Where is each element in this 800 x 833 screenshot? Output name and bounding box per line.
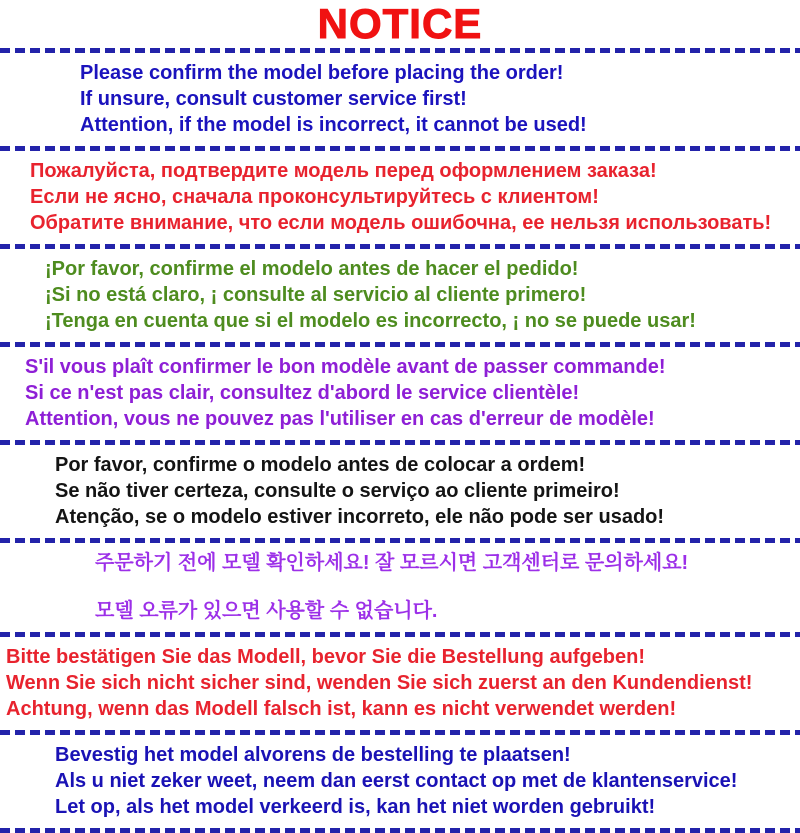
section-french [0,349,800,438]
section-english [0,55,800,144]
spanish-line-1: ¡Por favor, confirme el modelo antes de hacer el pedido! [45,258,579,280]
french-line-2: Si ce n'est pas clair, consultez d'abord le service clientèle! [25,382,580,404]
dutch-line-3: Let op, als het model verkeerd is, kan het niet worden gebruikt! [55,796,656,818]
german-line-1: Bitte bestätigen Sie das Modell, bevor Sie die Bestellung aufgeben! [6,646,646,668]
section-russian [0,153,800,242]
portuguese-line-3: Atenção, se o modelo estiver incorreto, ele não pode ser usado! [55,506,665,528]
french-line-1: S'il vous plaît confirmer le bon modèle avant de passer commande! [25,356,666,378]
russian-line-1: Пожалуйста, подтвердите модель перед оформлением заказа! [30,160,657,182]
english-line-2: If unsure, consult customer service first! [80,88,467,110]
section-korean [0,545,800,630]
dashed-separator [0,538,800,543]
dutch-line-2: Als u niet zeker weet, neem dan eerst contact op met de klantenservice! [55,770,738,792]
russian-line-3: Обратите внимание, что если модель ошибочна, ее нельзя использовать! [30,212,772,234]
german-line-3: Achtung, wenn das Modell falsch ist, kann es nicht verwendet werden! [6,698,677,720]
korean-line-1: 주문하기 전에 모델 확인하세요! 잘 모르시면 고객센터로 문의하세요! [95,552,689,574]
portuguese-line-2: Se não tiver certeza, consulte o serviço ao cliente primeiro! [55,480,620,502]
dashed-separator [0,244,800,249]
portuguese-line-1: Por favor, confirme o modelo antes de colocar a ordem! [55,454,586,476]
german-line-2: Wenn Sie sich nicht sicher sind, wenden Sie sich zuerst an den Kundendienst! [6,672,753,694]
notice-title: NOTICE [317,0,483,47]
spanish-line-2: ¡Si no está claro, ¡ consulte al servicio al cliente primero! [45,284,587,306]
notice-body [0,48,800,833]
korean-line-2: 모델 오류가 있으면 사용할 수 없습니다. [95,600,438,622]
english-line-1: Please confirm the model before placing the order! [80,62,564,84]
dashed-separator [0,342,800,347]
dashed-separator [0,632,800,637]
dashed-separator [0,48,800,53]
spanish-line-3: ¡Tenga en cuenta que si el modelo es incorrecto, ¡ no se puede usar! [45,310,696,332]
section-spanish [0,251,800,340]
dashed-separator [0,440,800,445]
dutch-line-1: Bevestig het model alvorens de bestelling te plaatsen! [55,744,571,766]
dashed-separator [0,146,800,151]
french-line-3: Attention, vous ne pouvez pas l'utiliser en cas d'erreur de modèle! [25,408,655,430]
section-german [0,639,800,728]
dashed-separator [0,730,800,735]
section-dutch [0,737,800,826]
english-line-3: Attention, if the model is incorrect, it cannot be used! [80,114,587,136]
russian-line-2: Если не ясно, сначала проконсультируйтесь с клиентом! [30,186,599,208]
dashed-separator [0,828,800,833]
section-portuguese [0,447,800,536]
